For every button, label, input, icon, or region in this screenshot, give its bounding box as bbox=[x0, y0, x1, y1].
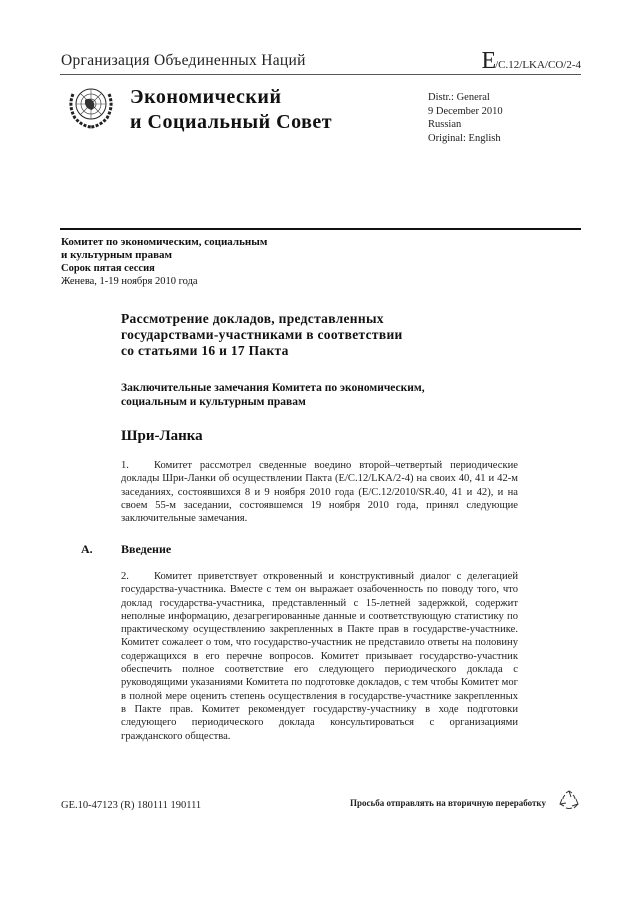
paragraph-text: Комитет рассмотрел сведенные воедино второй–четвертый периодические доклады Шри-Ланки об осуществлении Пакта (E/C.12/LKA/2-4) на своих 40, 41 и 42-м заседаниях, состоявшихся 8 и 9 ноября 2010 года (E/C.12/2010/SR.40, 41 и 42), и на своем 55-м заседании, состоявшемся 19 ноября 2010 года, принял следующие заключительные замечания. bbox=[121, 460, 518, 525]
committee-block bbox=[61, 236, 267, 288]
symbol-rest: /C.12/LKA/CO/2-4 bbox=[495, 59, 581, 71]
committee-name-2: и культурным правам bbox=[61, 249, 172, 261]
session: Сорок пятая сессия bbox=[61, 263, 155, 274]
header-rule bbox=[60, 74, 581, 75]
language: Russian bbox=[428, 119, 462, 130]
location-dates: Женева, 1-19 ноября 2010 года bbox=[61, 276, 198, 287]
section-rule bbox=[60, 228, 581, 230]
symbol-prefix: E bbox=[481, 48, 496, 74]
recycle-icon bbox=[558, 789, 580, 811]
main-title-line-1: Рассмотрение докладов, представленных bbox=[121, 311, 384, 326]
main-title-line-2: государствами-участниками в соответствии bbox=[121, 327, 403, 342]
council-line-2: и Социальный Совет bbox=[130, 111, 333, 133]
council-line-1: Экономический bbox=[130, 86, 282, 108]
original-language: Original: English bbox=[428, 132, 501, 144]
distribution: Distr.: General bbox=[428, 92, 490, 103]
organization-name: Организация Объединенных Наций bbox=[61, 52, 306, 69]
section-title: Введение bbox=[121, 542, 172, 556]
un-emblem-icon bbox=[65, 80, 117, 132]
paragraph-2 bbox=[121, 570, 518, 743]
subtitle-line-2: социальным и культурным правам bbox=[121, 396, 306, 408]
paragraph-1 bbox=[121, 459, 518, 525]
document-symbol bbox=[481, 48, 581, 75]
paragraph-number: 2. bbox=[121, 571, 129, 582]
country-heading: Шри-Ланка bbox=[121, 428, 203, 444]
section-letter: A. bbox=[81, 542, 93, 556]
main-title-line-3: со статьями 16 и 17 Пакта bbox=[121, 343, 289, 358]
issue-date: 9 December 2010 bbox=[428, 105, 503, 117]
recycle-note: Просьба отправлять на вторичную переработку bbox=[350, 798, 546, 808]
subtitle bbox=[121, 381, 425, 409]
paragraph-number: 1. bbox=[121, 460, 129, 471]
job-code: GE.10-47123 (R) 180111 190111 bbox=[61, 800, 202, 811]
paragraph-text: Комитет приветствует откровенный и конструктивный диалог с делегацией государства-участника. Вместе с тем он выражает озабоченность по поводу того, что доклад государства-участника, представленный с 15-летней задержкой, содержит неполные информацию, дезагрегированные данные и соответствующую статистику по практическому осуществлению закрепленных в Пакте прав в государстве-участнике. Комитет сожалеет о том, что государство-участник не представило ответы на половину содержащихся в его перечне вопросов. Комитет призывает государство-участник обеспечить полное соответствие его следующего периодического доклада с руководящими указаниями Комитета по подготовке докладов, с тем чтобы Комитет мог в полной мере оценить степень осуществления в государстве-участнике закрепленных в Пакте прав. Комитет рекомендует государству-участнику в ходе подготовки следующего периодического доклада консультироваться с организациями гражданского общества. bbox=[121, 571, 518, 742]
council-name bbox=[130, 85, 332, 135]
subtitle-line-1: Заключительные замечания Комитета по экономическим, bbox=[121, 382, 425, 394]
committee-name-1: Комитет по экономическим, социальным bbox=[61, 236, 268, 248]
distribution-block bbox=[428, 91, 503, 145]
main-title bbox=[121, 311, 403, 359]
